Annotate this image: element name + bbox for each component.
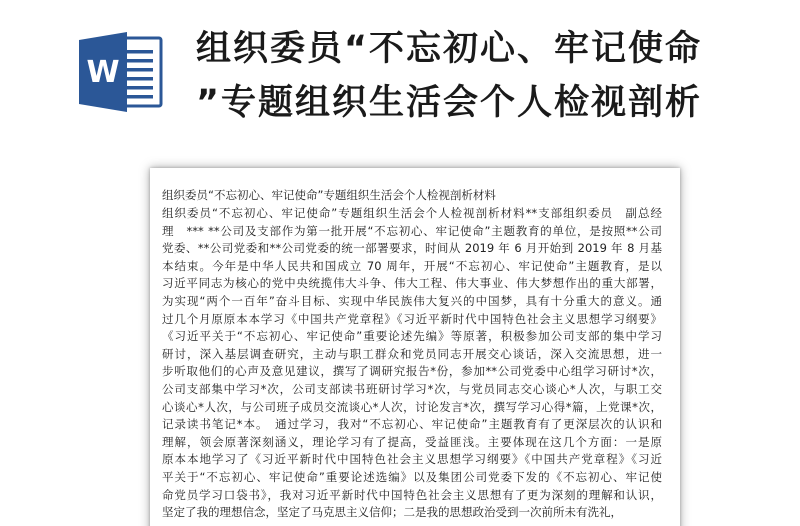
document-line: 党委、**公司党委和**公司党委的统一部署要求，时间从 2019 年 6 月开始到 2019 年 8 月基 xyxy=(162,241,662,256)
document-line: 组织委员“不忘初心、牢记使命”专题组织生活会个人检视剖析材料**支部组织委员 副总经 xyxy=(162,206,662,220)
word-icon-letter: W xyxy=(86,55,120,90)
document-line: 为实现“两个一百年”奋斗目标、实现中华民族伟大复兴的中国梦，具有十分重大的意义。通 xyxy=(162,293,662,308)
page-title-line-1: 组织委员“不忘初心、牢记使命 xyxy=(196,29,703,69)
document-line: 《习近平关于“不忘初心、牢记使命”重要论述先编》等原著，积极参加公司支部的集中学习 xyxy=(162,329,662,344)
document-line: 步听取他们的心声及意见建议，撰写了调研究报告*份，参加**公司党委中心组学习研讨*次， xyxy=(162,364,662,379)
document-line: 记录读书笔记*本。 通过学习，我对“不忘初心、牢记使命”主题教育有了更深层次的认识和 xyxy=(162,417,662,432)
document-body xyxy=(162,205,662,522)
document-preview xyxy=(150,168,680,526)
document-line: 过几个月原原本本学习《中国共产党章程》《习近平新时代中国特色社会主义思想学习纲要》 xyxy=(162,311,662,326)
page-title xyxy=(196,22,776,130)
document-line: 理解，领会原著深刻涵义，理论学习有了提高，受益匪浅。主要体现在这几个方面：一是原 xyxy=(162,434,662,449)
document-line: 本结束。今年是中华人民共和国成立 70 周年，开展“不忘初心、牢记使命”主题教育，是以 xyxy=(162,258,662,273)
document-line: 研讨，深入基层调查研究，主动与职工群众和党员同志开展交心谈话，深入交流思想，进一 xyxy=(162,346,662,361)
document-line: 平关于“不忘初心、牢记使命”重要论述选编》以及集团公司党委下发的《不忘初心、牢记使 xyxy=(162,469,662,484)
document-line: 习近平同志为核心的党中央统揽伟大斗争、伟大工程、伟大事业、伟大梦想作出的重大部署， xyxy=(162,276,662,291)
document-line: 坚定了我的理想信念，坚定了马克思主义信仰；二是我的思想政治受到一次前所未有洗礼， xyxy=(162,505,622,520)
document-line: 公司支部集中学习*次，公司支部读书班研讨学习*次，与党员同志交心谈心*人次，与职工交 xyxy=(162,381,662,396)
document-heading: 组织委员“不忘初心、牢记使命”专题组织生活会个人检视剖析材料 xyxy=(162,188,496,202)
document-line: 心谈心*人次，与公司班子成员交流谈心*人次，讨论发言*次，撰写学习心得*篇，上党课*次， xyxy=(162,399,662,414)
page-title-line-2: ”专题组织生活会个人检视剖析 xyxy=(196,83,703,123)
document-line: 命党员学习口袋书》，我对习近平新时代中国特色社会主义思想有了更为深刻的理解和认识， xyxy=(162,487,662,502)
document-line: 原本本地学习了《习近平新时代中国特色社会主义思想学习纲要》《中国共产党章程》《习近 xyxy=(162,452,662,467)
document-line: 理 *** **公司及支部作为第一批开展“不忘初心、牢记使命”主题教育的单位，是按照**公司 xyxy=(162,223,662,238)
word-icon xyxy=(77,28,165,116)
